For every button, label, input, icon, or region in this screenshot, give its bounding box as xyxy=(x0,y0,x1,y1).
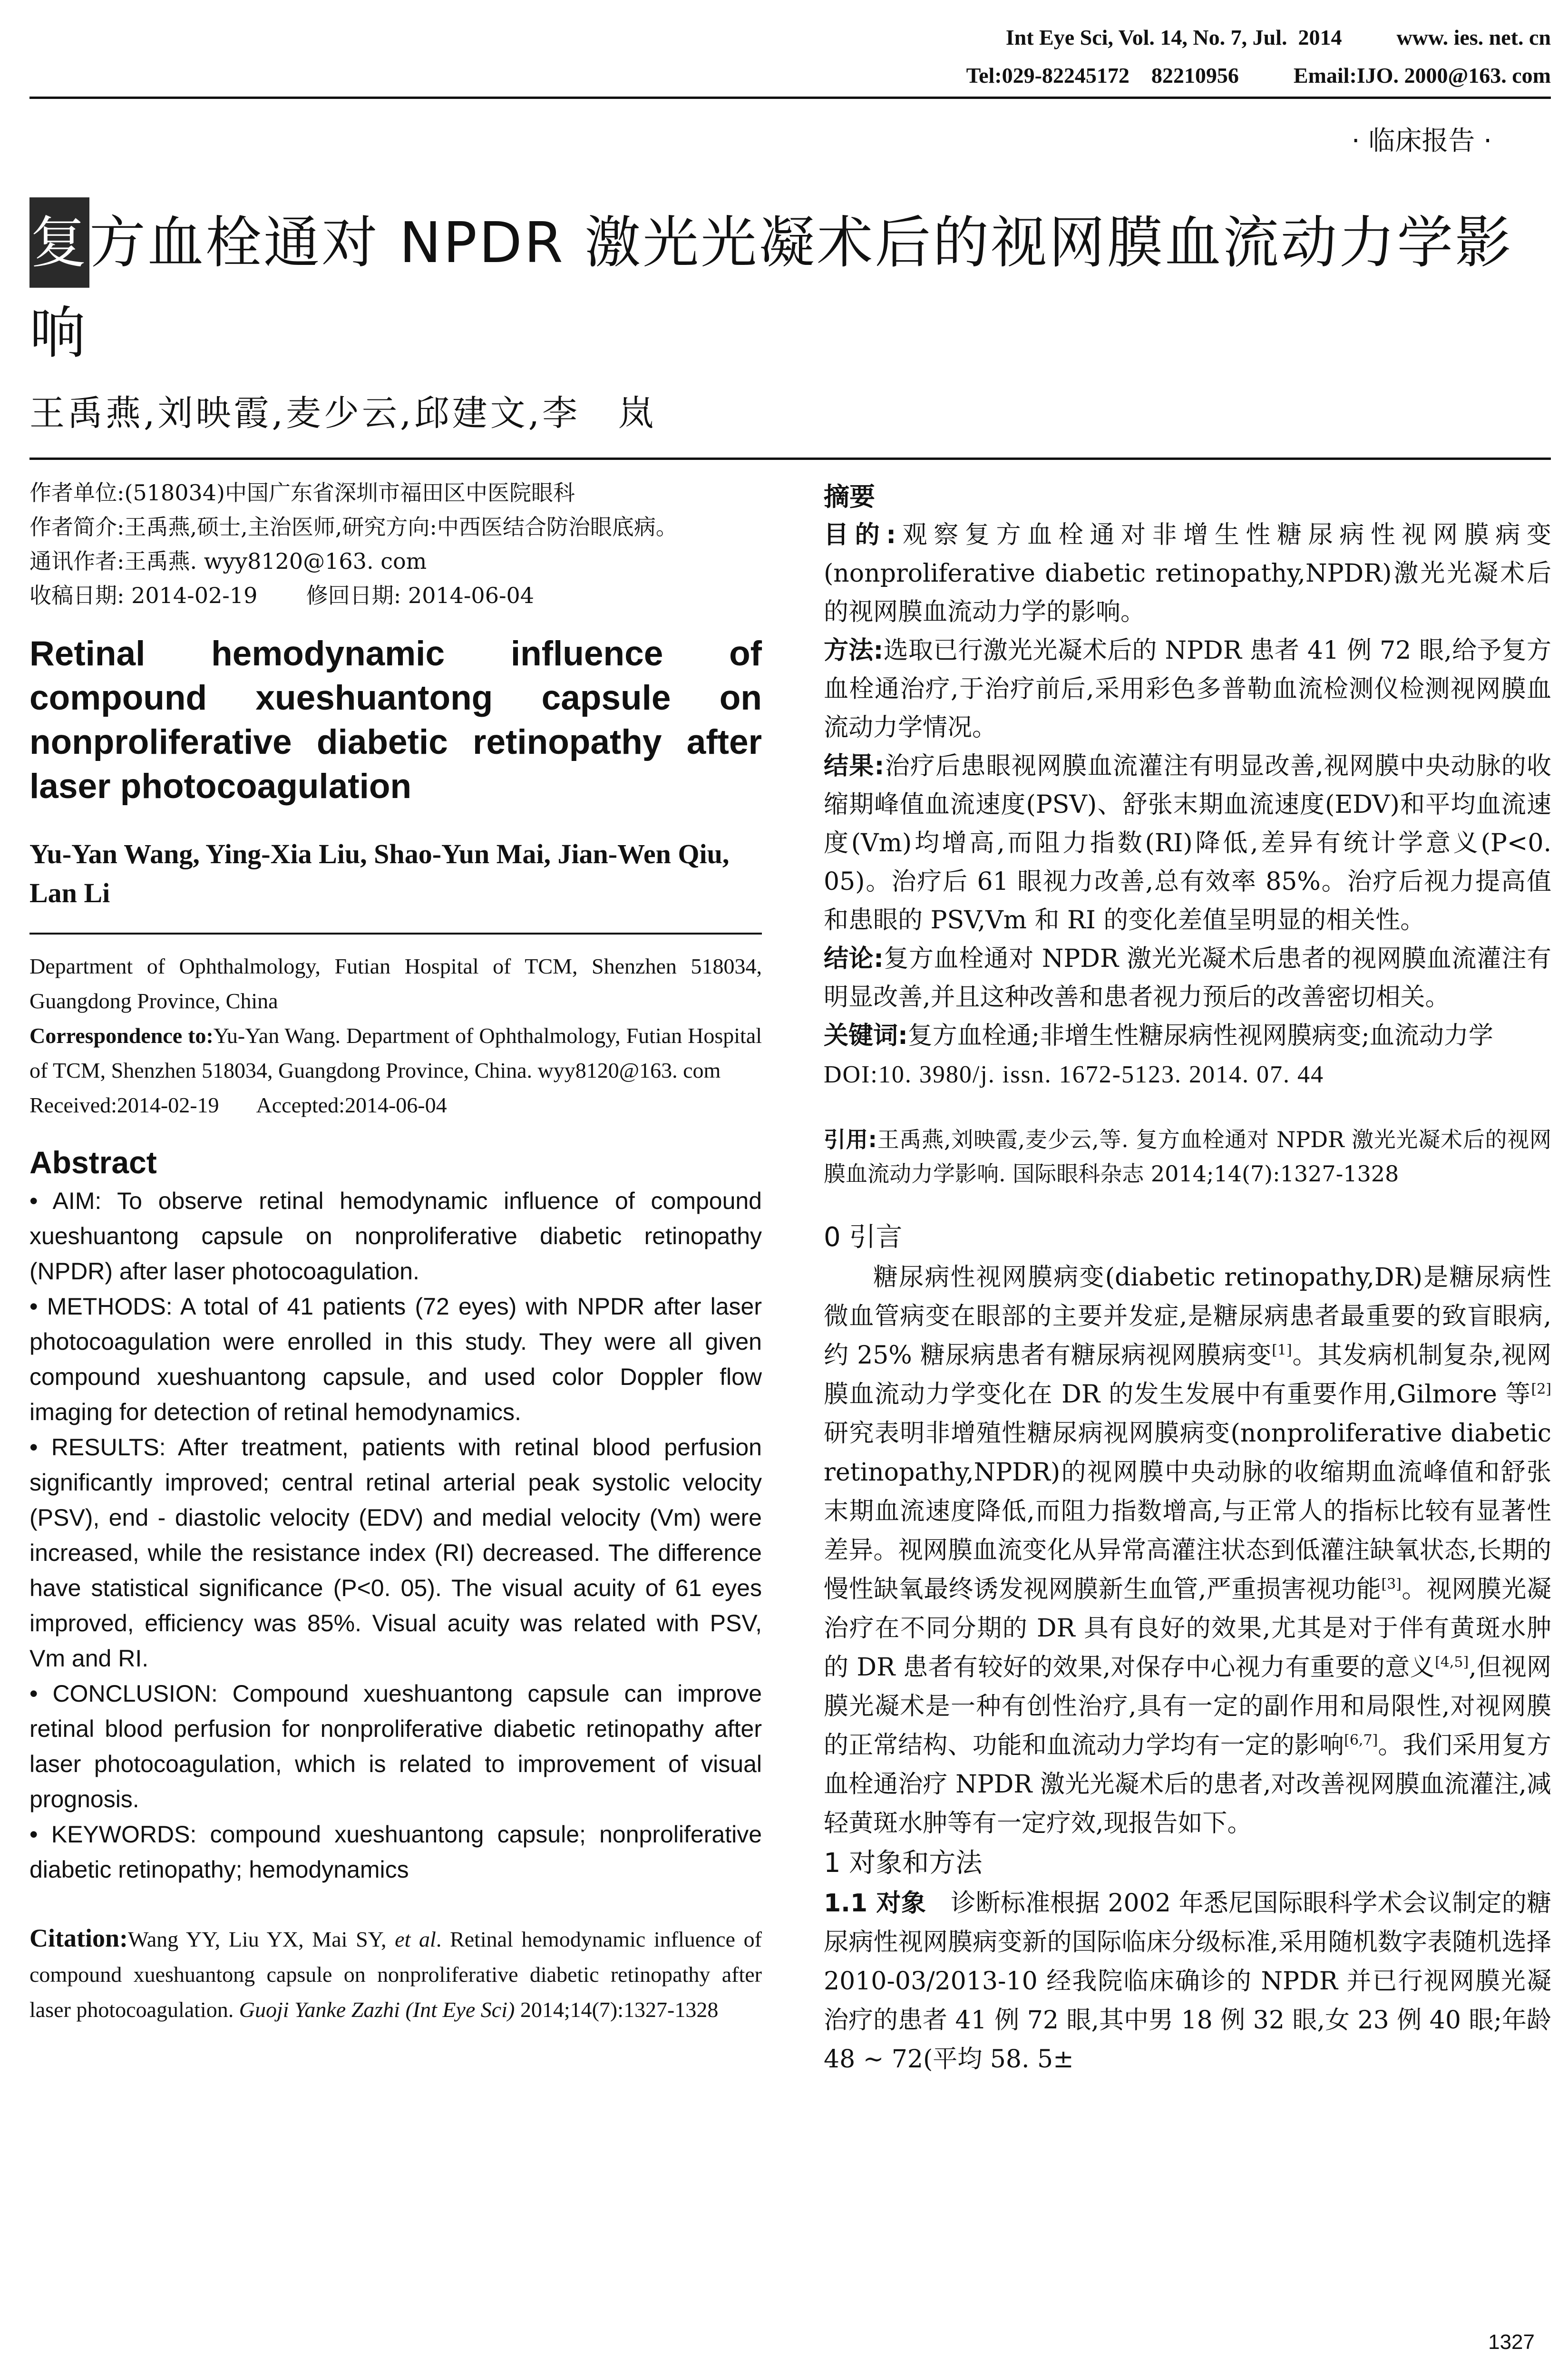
methods-text-body: 诊断标准根据 2002 年悉尼国际眼科学术会议制定的糖尿病性视网膜病变新的国际临床分级标准,采用随机数字表随机选择 2010-03/2013-10 经我院临床确诊的 NPDR 并已行视网膜光凝治疗的患者 41 例 72 眼,其中男 18 例 32 眼,女 23 例 40 眼;年龄 48 ~ 72(平均 58. 5± xyxy=(824,1889,1551,2074)
section-label: · 临床报告 · xyxy=(1351,126,1492,156)
methods-subheading: 1.1 对象 xyxy=(824,1889,926,1918)
intro-paragraph xyxy=(824,1258,1551,1843)
english-citation xyxy=(29,1920,762,2027)
english-authors: Yu-Yan Wang, Ying-Xia Liu, Shao-Yun Mai, Jian-Wen Qiu, Lan Li xyxy=(29,838,730,908)
intro-text-5: ,但视网膜光凝术是一种有创性治疗,具有一定的副作用和局限性,对视网膜的正常结构、功能和血流动力学均有一定的影响 xyxy=(824,1653,1552,1760)
citation-etal: et al xyxy=(395,1927,436,1951)
english-rule xyxy=(29,933,762,935)
ref-2: [2] xyxy=(1531,1381,1551,1398)
received-dates-cn: 收稿日期: 2014-02-19 修回日期: 2014-06-04 xyxy=(29,583,535,608)
intro-heading: 0 引言 xyxy=(824,1222,903,1253)
doi: DOI:10. 3980/j. issn. 1672-5123. 2014. 07. 44 xyxy=(824,1061,1324,1088)
methods-text: 选取已行激光光凝术后的 NPDR 患者 41 例 72 眼,给予复方血栓通治疗,于治疗前后,采用彩色多普勒血流检测仪检测视网膜血流动力学情况。 xyxy=(824,636,1552,742)
title-rest: 方血栓通对 NPDR 激光光凝术后的视网膜血流动力学影响 xyxy=(29,210,1513,366)
title-rule xyxy=(29,458,1551,460)
intro-text-4: 。视网膜光凝治疗在不同分期的 DR 具有良好的效果,尤其是对于伴有黄斑水肿的 DR 患者有较好的效果,对保存中心视力有重要的意义 xyxy=(824,1575,1551,1682)
ref-4-5: [4,5] xyxy=(1435,1654,1469,1671)
citation-cn xyxy=(824,1122,1551,1191)
citation-title: . Retinal hemodynamic influence of compound xueshuantong capsule on nonproliferative diabetic retinopathy after laser photocoagulation. xyxy=(29,1927,762,2022)
conclusion-label: 结论: xyxy=(824,945,884,973)
methods-label: 方法: xyxy=(824,636,884,665)
header-rule xyxy=(29,97,1551,99)
keywords-text: 复方血栓通;非增生性糖尿病性视网膜病变;血流动力学 xyxy=(907,1022,1493,1050)
author-bio: 作者简介:王禹燕,硕士,主治医师,研究方向:中西医结合防治眼底病。 xyxy=(29,514,678,540)
abstract-cn-heading: 摘要 xyxy=(824,482,875,512)
ref-6-7: [6,7] xyxy=(1344,1732,1378,1749)
abstract-cn-keywords xyxy=(824,1017,1551,1055)
intro-text-2: 。其发病机制复杂,视网膜血流动力学变化在 DR 的发生发展中有重要作用,Gilmore 等 xyxy=(824,1341,1552,1409)
correspondence-text: Yu-Yan Wang. Department of Ophthalmology, Futian Hospital of TCM, Shenzhen 518034, Guangdong Province, China. wyy8120@163. com xyxy=(29,1023,762,1082)
aim-text: 观察复方血栓通对非增生性糖尿病性视网膜病变(nonproliferative diabetic retinopathy,NPDR)激光光凝术后的视网膜血流动力学的影响。 xyxy=(824,521,1551,626)
intro-text-1: 糖尿病性视网膜病变(diabetic retinopathy,DR)是糖尿病性微血管病变在眼部的主要并发症,是糖尿病患者最重要的致盲眼病,约 25% 糖尿病患者有糖尿病视网膜病变 xyxy=(824,1263,1551,1370)
page-number: 1327 xyxy=(1488,2330,1535,2354)
abstract-heading: Abstract xyxy=(29,1145,157,1180)
abstract-cn-conclusion xyxy=(824,940,1551,1017)
cite-text: 王禹燕,刘映霞,麦少云,等. 复方血栓通对 NPDR 激光光凝术后的视网膜血流动力学影响. 国际眼科杂志 2014;14(7):1327-1328 xyxy=(824,1127,1551,1187)
ref-3: [3] xyxy=(1381,1576,1402,1593)
ref-1: [1] xyxy=(1272,1342,1292,1359)
article-title xyxy=(29,197,1551,378)
title-first-char: 复 xyxy=(29,197,89,288)
results-label: 结果: xyxy=(824,752,885,780)
cite-label: 引用: xyxy=(824,1127,877,1152)
english-affiliation: Department of Ophthalmology, Futian Hospital of TCM, Shenzhen 518034, Guangdong Province, China xyxy=(29,954,762,1013)
english-correspondence xyxy=(29,1018,762,1088)
citation-journal: Guoji Yanke Zazhi (Int Eye Sci) xyxy=(239,1997,515,2022)
abstract-keywords: • KEYWORDS: compound xueshuantong capsule; nonproliferative diabetic retinopathy; hemodynamics xyxy=(29,1821,762,1883)
abstract-methods: • METHODS: A total of 41 patients (72 eyes) with NPDR after laser photocoagulation were enrolled in this study. They were all given compound xueshuantong capsule, and used color Doppler flow imaging for detection of retinal hemodynamics. xyxy=(29,1293,762,1425)
abstract-cn-methods xyxy=(824,632,1551,747)
english-received: Received:2014-02-19 Accepted:2014-06-04 xyxy=(29,1093,447,1117)
corresponding-author: 通讯作者:王禹燕. wyy8120@163. com xyxy=(29,548,427,574)
english-title: Retinal hemodynamic influence of compound xueshuantong capsule on nonproliferative diabetic retinopathy after laser photocoagulation xyxy=(29,634,762,806)
aim-label: 目的: xyxy=(824,521,896,549)
authors-cn: 王禹燕,刘映霞,麦少云,邱建文,李 岚 xyxy=(29,393,657,434)
right-column xyxy=(824,478,1551,2079)
abstract-conclusion: • CONCLUSION: Compound xueshuantong capsule can improve retinal blood perfusion for nonproliferative diabetic retinopathy after laser photocoagulation, which is related to improvement of visual prognosis. xyxy=(29,1680,762,1812)
correspondence-label: Correspondence to: xyxy=(29,1023,214,1048)
journal-header-line2: Tel:029-82245172 82210956 Email:IJO. 2000@163. com xyxy=(966,63,1551,88)
abstract-cn-results xyxy=(824,747,1551,940)
left-column xyxy=(29,476,762,2027)
keywords-label: 关键词: xyxy=(824,1022,908,1050)
citation-label: Citation: xyxy=(29,1924,128,1952)
intro-text-3: 研究表明非增殖性糖尿病视网膜病变(nonproliferative diabetic retinopathy,NPDR)的视网膜中央动脉的收缩期血流峰值和舒张末期血流速度降低,而阻力指数增高,与正常人的指标比较有显著性差异。视网膜血流变化从异常高灌注状态到低灌注缺氧状态,长期的慢性缺氧最终诱发视网膜新生血管,严重损害视功能 xyxy=(824,1419,1551,1604)
abstract-aim: • AIM: To observe retinal hemodynamic influence of compound xueshuantong capsule on nonproliferative diabetic retinopathy (NPDR) after laser photocoagulation. xyxy=(29,1188,762,1285)
author-info-cn xyxy=(29,476,762,613)
conclusion-text: 复方血栓通对 NPDR 激光光凝术后患者的视网膜血流灌注有明显改善,并且这种改善和患者视力预后的改善密切相关。 xyxy=(824,945,1551,1012)
citation-volume: 2014;14(7):1327-1328 xyxy=(515,1997,719,2022)
methods-paragraph xyxy=(824,1884,1551,2079)
journal-header-line1: Int Eye Sci, Vol. 14, No. 7, Jul. 2014 www. ies. net. cn xyxy=(1005,25,1551,49)
author-unit: 作者单位:(518034)中国广东省深圳市福田区中医院眼科 xyxy=(29,480,575,506)
abstract-cn-aim xyxy=(824,516,1551,632)
methods-heading: 1 对象和方法 xyxy=(824,1848,983,1879)
results-text: 治疗后患眼视网膜血流灌注有明显改善,视网膜中央动脉的收缩期峰值血流速度(PSV)、舒张末期血流速度(EDV)和平均血流速度(Vm)均增高,而阻力指数(RI)降低,差异有统计学意义(P<0. 05)。治疗后 61 眼视力改善,总有效率 85%。治疗后视力提高值和患眼的 PSV,Vm 和 RI 的变化差值呈明显的相关性。 xyxy=(824,752,1552,935)
citation-authors: Wang YY, Liu YX, Mai SY, xyxy=(127,1927,395,1951)
abstract-results: • RESULTS: After treatment, patients with retinal blood perfusion significantly improved; central retinal arterial peak systolic velocity (PSV), end - diastolic velocity (EDV) and medial velocity (Vm) were increased, while the resistance index (RI) decreased. The difference have statistical significance (P<0. 05). The visual acuity of 61 eyes improved, efficiency was 85%. Visual acuity was related with PSV, Vm and RI. xyxy=(29,1434,762,1672)
intro-text-6: 。我们采用复方血栓通治疗 NPDR 激光光凝术后的患者,对改善视网膜血流灌注,减轻黄斑水肿等有一定疗效,现报告如下。 xyxy=(824,1731,1551,1838)
